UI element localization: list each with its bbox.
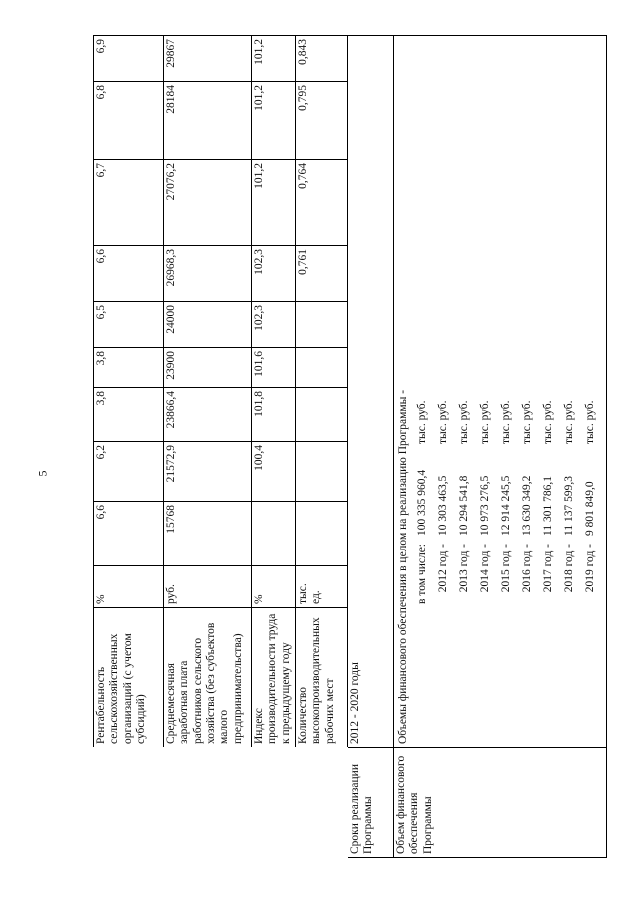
indicator-value: 102,3 — [252, 302, 296, 348]
indicator-name: Количество высокопроизводительных рабочих мест — [296, 608, 348, 748]
indicator-value — [296, 502, 348, 566]
indicator-unit: руб. — [164, 566, 252, 608]
financing-year-row — [458, 39, 479, 744]
indicator-value: 3,8 — [94, 348, 164, 388]
indicator-value: 101,8 — [252, 388, 296, 442]
indicator-value: 23900 — [164, 348, 252, 388]
financing-year-amount: 11 301 786,1 — [542, 476, 555, 536]
indicator-row — [94, 36, 164, 858]
financing-year: 2016 год - — [521, 544, 534, 593]
indicator-value: 21572,9 — [164, 442, 252, 502]
indicator-value: 6,6 — [94, 246, 164, 302]
indicator-value: 6,9 — [94, 36, 164, 82]
financing-title — [397, 39, 410, 744]
financing-year-row — [542, 39, 563, 744]
financing-year-row — [479, 39, 500, 744]
indicator-value: 0,843 — [296, 36, 348, 82]
indicator-value: 24000 — [164, 302, 252, 348]
indicator-value — [296, 388, 348, 442]
timeline-label: Сроки реализации Программы — [348, 748, 394, 858]
indicator-value — [252, 502, 296, 566]
financing-year-row — [437, 39, 458, 744]
financing-year-amount: 12 914 245,5 — [500, 475, 513, 536]
financing-years — [437, 39, 605, 744]
empty-label-cell — [94, 748, 348, 858]
indicator-row — [252, 36, 296, 858]
financing-total-unit: тыс. руб. — [416, 400, 429, 444]
indicator-name: Рентабельность сельскохозяйственных организаций (с учетом субсидий) — [94, 608, 164, 748]
indicator-value: 0,764 — [296, 160, 348, 246]
financing-year-row — [500, 39, 521, 744]
financing-year-unit: тыс. руб. — [437, 400, 450, 444]
financing-year: 2014 год - — [479, 544, 492, 593]
indicator-value: 0,795 — [296, 82, 348, 160]
financing-cell — [394, 36, 607, 748]
financing-year-row — [563, 39, 584, 744]
indicator-value: 101,2 — [252, 160, 296, 246]
page-number: 5 — [35, 470, 50, 477]
indicator-unit: % — [252, 566, 296, 608]
indicator-value: 102,3 — [252, 246, 296, 302]
financing-title-text: Объемы финансового обеспечения в целом на реализацию Программы - — [397, 389, 409, 744]
indicator-value: 29867 — [164, 36, 252, 82]
financing-including: в том числе: — [416, 544, 429, 604]
indicator-value: 6,7 — [94, 160, 164, 246]
indicator-value: 3,8 — [94, 388, 164, 442]
financing-year-amount: 10 973 276,5 — [479, 475, 492, 536]
indicator-name: Среднемесячная заработная плата работников сельского хозяйства (без субъектов малого предпринимательства) — [164, 608, 252, 748]
financing-year-row — [584, 39, 605, 744]
financing-year: 2012 год - — [437, 544, 450, 593]
indicator-value: 6,2 — [94, 442, 164, 502]
financing-year-unit: тыс. руб. — [584, 400, 597, 444]
indicator-value: 100,4 — [252, 442, 296, 502]
financing-year: 2015 год - — [500, 544, 513, 593]
indicator-value: 0,761 — [296, 246, 348, 302]
indicator-value: 101,2 — [252, 36, 296, 82]
financing-year-amount: 10 294 541,8 — [458, 475, 471, 536]
indicator-value: 23866,4 — [164, 388, 252, 442]
financing-total: 100 335 960,4 — [416, 469, 429, 536]
rotated-page-content — [93, 36, 605, 858]
financing-year-unit: тыс. руб. — [542, 400, 555, 444]
financing-year: 2017 год - — [542, 544, 555, 593]
financing-row — [394, 36, 607, 858]
financing-year: 2019 год - — [584, 544, 597, 593]
program-passport-table — [93, 35, 607, 858]
financing-year-amount: 13 630 349,2 — [521, 475, 534, 536]
indicator-name: Индекс производительности труда к предыдущему году — [252, 608, 296, 748]
indicator-value: 15768 — [164, 502, 252, 566]
indicator-value: 27076,2 — [164, 160, 252, 246]
indicator-value: 6,5 — [94, 302, 164, 348]
indicator-value: 6,6 — [94, 502, 164, 566]
indicator-row — [296, 36, 348, 858]
financing-total-row — [416, 39, 437, 744]
financing-year-amount: 10 303 463,5 — [437, 475, 450, 536]
financing-year-amount: 11 137 599,3 — [563, 476, 576, 536]
financing-year: 2018 год - — [563, 544, 576, 593]
indicator-value: 28184 — [164, 82, 252, 160]
financing-year-unit: тыс. руб. — [500, 400, 513, 444]
financing-year-unit: тыс. руб. — [521, 400, 534, 444]
timeline-row — [348, 36, 394, 858]
indicator-value — [296, 442, 348, 502]
indicator-value: 26968,3 — [164, 246, 252, 302]
indicator-value: 6,8 — [94, 82, 164, 160]
financing-label: Объем финансового обеспечения Программы — [394, 748, 607, 858]
indicator-value: 101,6 — [252, 348, 296, 388]
indicator-value: 101,2 — [252, 82, 296, 160]
financing-year-row — [521, 39, 542, 744]
indicator-value — [296, 302, 348, 348]
indicator-value — [296, 348, 348, 388]
financing-year: 2013 год - — [458, 544, 471, 593]
indicator-row — [164, 36, 252, 858]
financing-year-unit: тыс. руб. — [479, 400, 492, 444]
timeline-value: 2012 - 2020 годы — [348, 36, 394, 748]
indicator-unit: % — [94, 566, 164, 608]
financing-year-amount: 9 801 849,0 — [584, 481, 597, 536]
financing-year-unit: тыс. руб. — [458, 400, 471, 444]
financing-year-unit: тыс. руб. — [563, 400, 576, 444]
indicator-unit: тыс. ед. — [296, 566, 348, 608]
